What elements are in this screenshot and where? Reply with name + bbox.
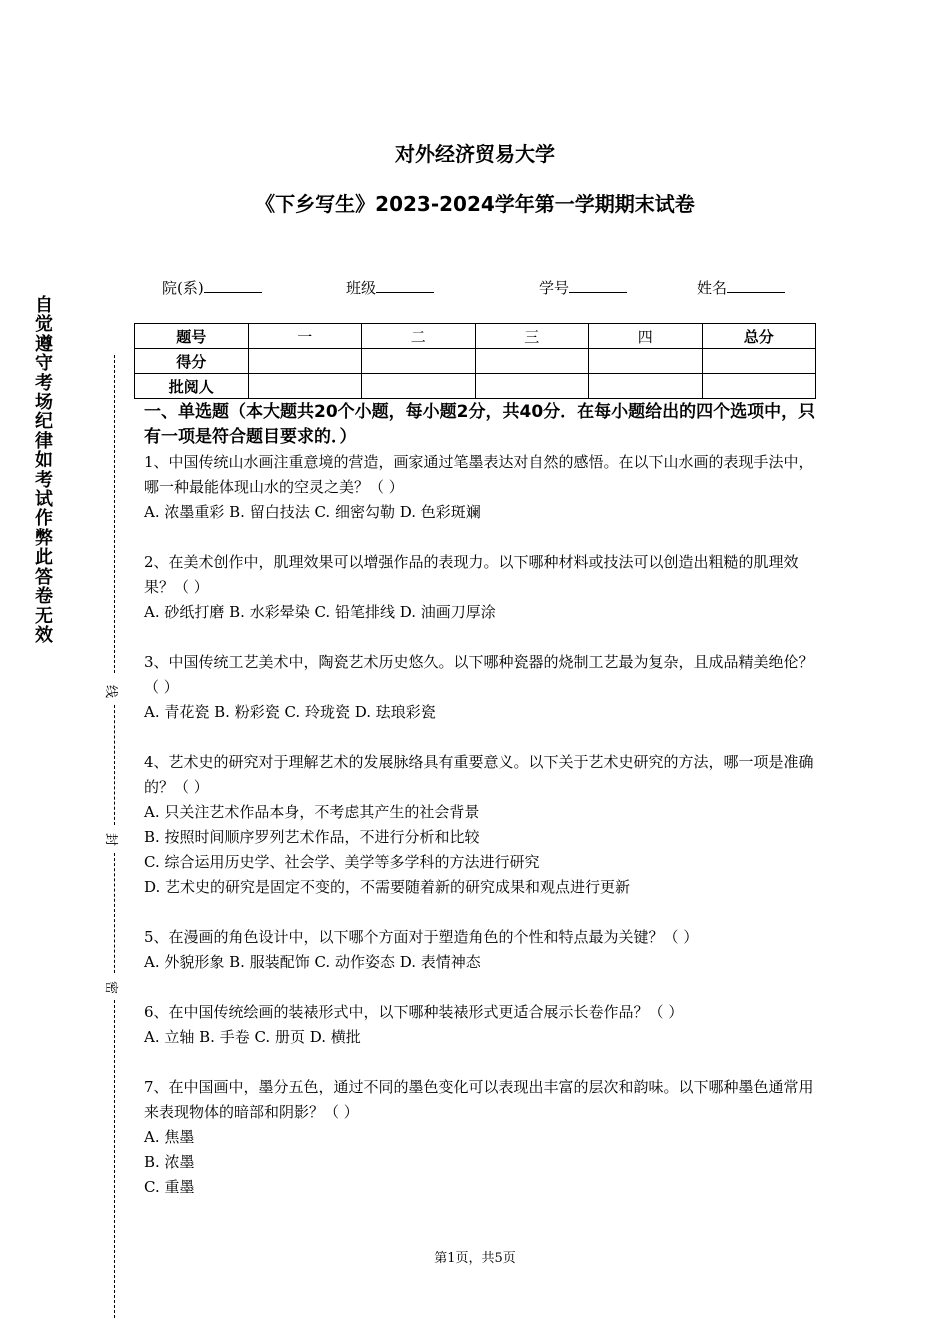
reviewer-cell[interactable]: [475, 374, 589, 399]
question-1: [144, 450, 816, 525]
question-stem: 2、在美术创作中，肌理效果可以增强作品的表现力。以下哪种材料或技法可以创造出粗糙的肌理效果？（ ）: [144, 553, 799, 596]
row-label: 批阅人: [135, 374, 249, 399]
question-stem: 5、在漫画的角色设计中，以下哪个方面对于塑造角色的个性和特点最为关键？（ ）: [144, 928, 699, 946]
question-stem: 4、艺术史的研究对于理解艺术的发展脉络具有重要意义。以下关于艺术史研究的方法，哪一项是准确的？（ ）: [144, 753, 814, 796]
question-stem: 7、在中国画中，墨分五色，通过不同的墨色变化可以表现出丰富的层次和韵味。以下哪种墨色通常用来表现物体的暗部和阴影？（ ）: [144, 1078, 814, 1121]
question-4: [144, 750, 816, 900]
question-stem: 1、中国传统山水画注重意境的营造，画家通过笔墨表达对自然的感悟。在以下山水画的表现手法中，哪一种最能体现山水的空灵之美？（ ）: [144, 453, 814, 496]
binding-mark-secret: 密: [103, 980, 119, 995]
class-label: 班级: [346, 279, 377, 297]
question-stem: 3、中国传统工艺美术中，陶瓷艺术历史悠久。以下哪种瓷器的烧制工艺最为复杂，且成品精美绝伦？（ ）: [144, 653, 814, 696]
binding-line: [114, 705, 115, 825]
exam-title: 《下乡写生》2023-2024学年第一学期期末试卷: [255, 192, 695, 216]
score-cell[interactable]: [362, 349, 476, 374]
question-section: [144, 400, 816, 1200]
question-options[interactable]: A. 外貌形象 B. 服装配饰 C. 动作姿态 D. 表情神态: [144, 953, 481, 971]
col-header: 一: [248, 324, 362, 349]
page-footer: 第1页，共5页: [434, 1251, 516, 1266]
question-options[interactable]: A. 立轴 B. 手卷 C. 册页 D. 横批: [144, 1028, 361, 1046]
reviewer-cell[interactable]: [362, 374, 476, 399]
department-blank[interactable]: [204, 277, 262, 293]
question-options[interactable]: A. 浓墨重彩 B. 留白技法 C. 细密勾勒 D. 色彩斑斓: [144, 503, 481, 521]
name-blank[interactable]: [727, 277, 785, 293]
reviewer-cell[interactable]: [248, 374, 362, 399]
score-table: [134, 323, 816, 399]
col-header: 三: [475, 324, 589, 349]
student-id-field: [539, 277, 627, 298]
reviewer-row: [135, 374, 816, 399]
binding-mark-line: 线: [103, 684, 119, 699]
question-option[interactable]: B. 浓墨: [144, 1153, 195, 1171]
class-blank[interactable]: [376, 277, 434, 293]
question-options[interactable]: A. 青花瓷 B. 粉彩瓷 C. 玲珑瓷 D. 珐琅彩瓷: [144, 703, 436, 721]
row-label: 得分: [135, 349, 249, 374]
name-field: [697, 277, 785, 298]
col-header: 总分: [702, 324, 816, 349]
side-warning-text: 自觉遵守考场纪律如考试作弊此答卷无效: [35, 295, 53, 646]
question-option[interactable]: D. 艺术史的研究是固定不变的，不需要随着新的研究成果和观点进行更新: [144, 878, 631, 896]
col-header: 二: [362, 324, 476, 349]
question-option[interactable]: B. 按照时间顺序罗列艺术作品，不进行分析和比较: [144, 828, 480, 846]
score-row: [135, 349, 816, 374]
student-id-blank[interactable]: [569, 277, 627, 293]
question-option[interactable]: C. 重墨: [144, 1178, 195, 1196]
question-option[interactable]: A. 只关注艺术作品本身，不考虑其产生的社会背景: [144, 803, 480, 821]
class-field: [346, 277, 434, 298]
binding-line: [114, 355, 115, 673]
question-3: [144, 650, 816, 725]
school-title: 对外经济贸易大学: [395, 142, 555, 166]
reviewer-cell[interactable]: [589, 374, 703, 399]
question-options[interactable]: A. 砂纸打磨 B. 水彩晕染 C. 铅笔排线 D. 油画刀厚涂: [144, 603, 496, 621]
reviewer-cell[interactable]: [702, 374, 816, 399]
binding-line: [114, 1000, 115, 1318]
department-label: 院(系): [162, 279, 204, 297]
section-heading: 一、单选题（本大题共20个小题，每小题2分，共40分．在每小题给出的四个选项中，只有一项是符合题目要求的．）: [144, 402, 816, 447]
col-header: 题号: [135, 324, 249, 349]
binding-mark-seal: 封: [103, 832, 119, 847]
score-cell[interactable]: [248, 349, 362, 374]
question-stem: 6、在中国传统绘画的装裱形式中，以下哪种装裱形式更适合展示长卷作品？（ ）: [144, 1003, 684, 1021]
col-header: 四: [589, 324, 703, 349]
score-cell[interactable]: [475, 349, 589, 374]
score-table-header-row: [135, 324, 816, 349]
score-cell[interactable]: [702, 349, 816, 374]
question-2: [144, 550, 816, 625]
department-field: [162, 277, 262, 298]
binding-line: [114, 853, 115, 973]
question-5: [144, 925, 816, 975]
question-option[interactable]: A. 焦墨: [144, 1128, 195, 1146]
name-label: 姓名: [697, 279, 728, 297]
score-cell[interactable]: [589, 349, 703, 374]
question-6: [144, 1000, 816, 1050]
student-id-label: 学号: [539, 279, 570, 297]
question-option[interactable]: C. 综合运用历史学、社会学、美学等多学科的方法进行研究: [144, 853, 540, 871]
question-7: [144, 1075, 816, 1200]
